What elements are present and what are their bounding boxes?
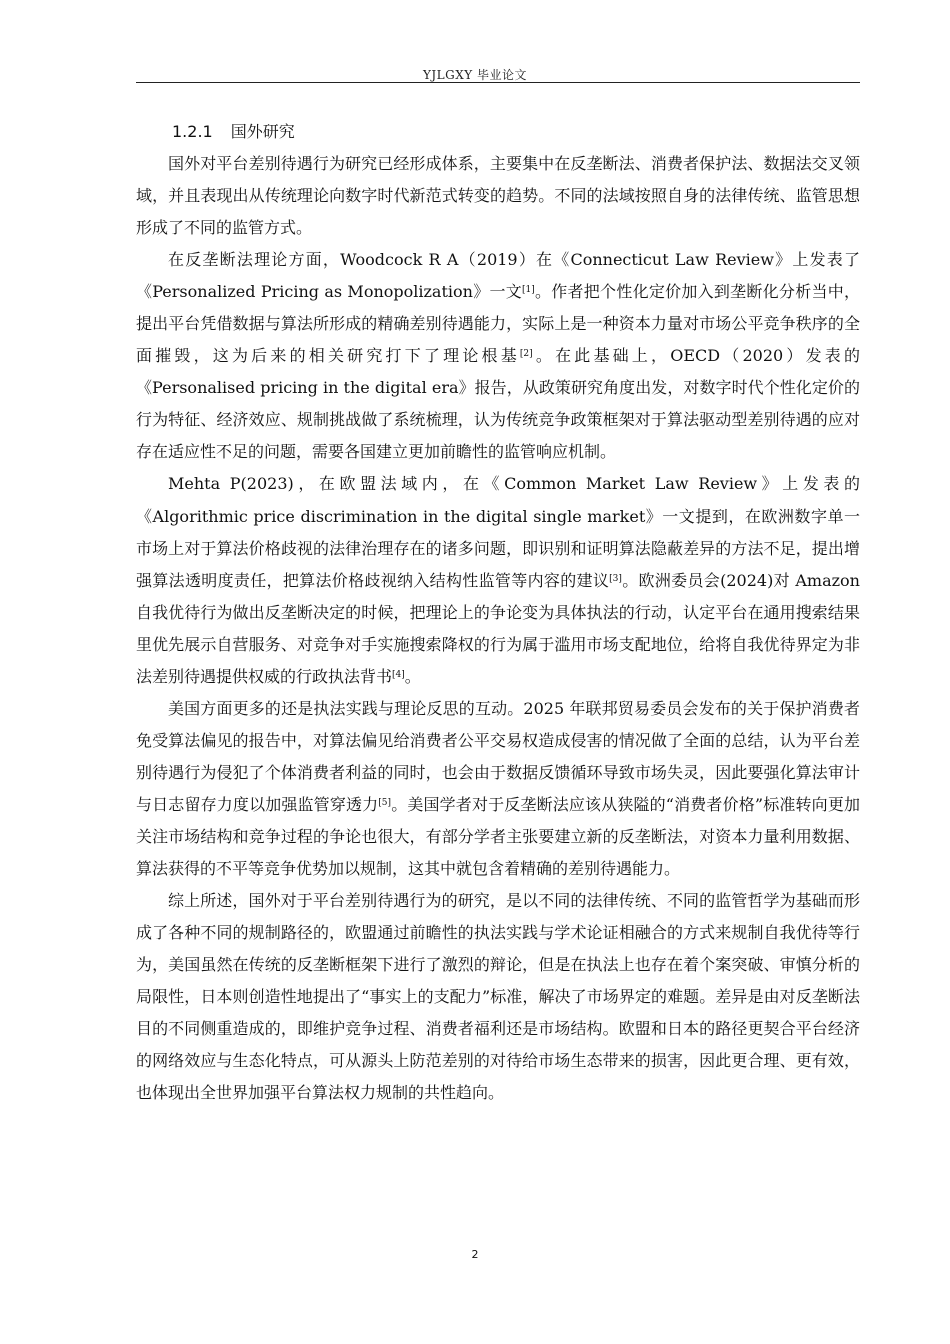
running-header: YJLGXY 毕业论文 [422, 68, 528, 82]
paragraph-text: 国外对平台差别待遇行为研究已经形成体系，主要集中在反垄断法、消费者保护法、数据法交叉领域，并且表现出从传统理论向数字时代新范式转变的趋势。不同的法域按照自身的法律传统、监管思想形成了不同的监管方式。 [136, 154, 860, 238]
citation-ref[interactable]: [5] [378, 797, 392, 808]
paragraph-text: 。作者把个性化定价加入到垄断化分析当中，提出平台凭借数据与算法所形成的精确差别待遇能力，实际上是一种资本力量对市场公平竞争秩序的全面摧毁，这为后来的相关研究打下了理论根基 [136, 282, 860, 366]
section-number: 1.2.1 [172, 122, 213, 141]
section-heading [172, 116, 860, 148]
paragraph-text: 。欧洲委员会(2024)对 Amazon 自我优待行为做出反垄断决定的时候，把理论上的争论变为具体执法的行动，认定平台在通用搜索结果里优先展示自营服务、对竞争对手实施搜索降权的行为属于滥用市场支配地位，给将自我优待界定为非法差别待遇提供权威的行政执法背书 [136, 570, 860, 686]
citation-ref[interactable]: [4] [392, 669, 405, 680]
paragraph-1 [136, 148, 860, 244]
section-title: 国外研究 [230, 122, 295, 141]
paragraph-4 [136, 693, 860, 885]
paragraph-text: 综上所述，国外对于平台差别待遇行为的研究，是以不同的法律传统、不同的监管哲学为基础而形成了各种不同的规制路径的，欧盟通过前瞻性的执法实践与学术论证相融合的方式来规制自我优待等行为，美国虽然在传统的反垄断框架下进行了激烈的辩论，但是在执法上也存在着个案突破、审慎分析的局限性，日本则创造性地提出了“事实上的支配力”标准，解决了市场界定的难题。差异是由对反垄断法目的不同侧重造成的，即维护竞争过程、消费者福利还是市场结构。欧盟和日本的路径更契合平台经济的网络效应与生态化特点，可从源头上防范差别的对待给市场生态带来的损害，因此更合理、更有效，也体现出全世界加强平台算法权力规制的共性趋向。 [136, 891, 860, 1103]
citation-ref[interactable]: [1] [522, 285, 535, 296]
paragraph-text: 在反垄断法理论方面，Woodcock R A（2019）在《Connecticut Law Review》上发表了《Personalized Pricing as Monopolization》一文 [136, 250, 860, 302]
paragraph-text: 。 [404, 666, 421, 686]
page-body [136, 116, 860, 1109]
paragraph-text: Mehta P(2023)，在欧盟法域内，在《Common Market Law Review》上发表的《Algorithmic price discrimination in the digital single market》一文提到，在欧洲数字单一市场上对于算法价格歧视的法律治理存在的诸多问题，即识别和证明算法隐蔽差异的方法不足，提出增强算法透明度责任，把算法价格歧视纳入结构性监管等内容的建议 [136, 474, 860, 590]
page-number: 2 [471, 1248, 479, 1261]
citation-ref[interactable]: [2] [519, 349, 533, 360]
header-rule [136, 82, 860, 83]
citation-ref[interactable]: [3] [609, 573, 622, 584]
paragraph-5 [136, 885, 860, 1109]
paragraph-3 [136, 468, 860, 692]
paragraph-text: 。美国学者对于反垄断法应该从狭隘的“消费者价格”标准转向更加关注市场结构和竞争过程的争论也很大，有部分学者主张要建立新的反垄断法，对资本力量利用数据、算法获得的不平等竞争优势加以规制，这其中就包含着精确的差别待遇能力。 [136, 794, 860, 879]
paragraph-text: 。在此基础上，OECD（2020）发表的《Personalised pricing in the digital era》报告，从政策研究角度出发，对数字时代个性化定价的行为特征、经济效应、规制挑战做了系统梳理，认为传统竞争政策框架对于算法驱动型差别待遇的应对存在适应性不足的问题，需要各国建立更加前瞻性的监管响应机制。 [136, 346, 860, 462]
paragraph-text: 美国方面更多的还是执法实践与理论反思的互动。2025 年联邦贸易委员会发布的关于保护消费者免受算法偏见的报告中，对算法偏见给消费者公平交易权造成侵害的情况做了全面的总结，认为平台差别待遇行为侵犯了个体消费者利益的同时，也会由于数据反馈循环导致市场失灵，因此要强化算法审计与日志留存力度以加强监管穿透力 [136, 698, 860, 814]
paragraph-2 [136, 244, 860, 468]
